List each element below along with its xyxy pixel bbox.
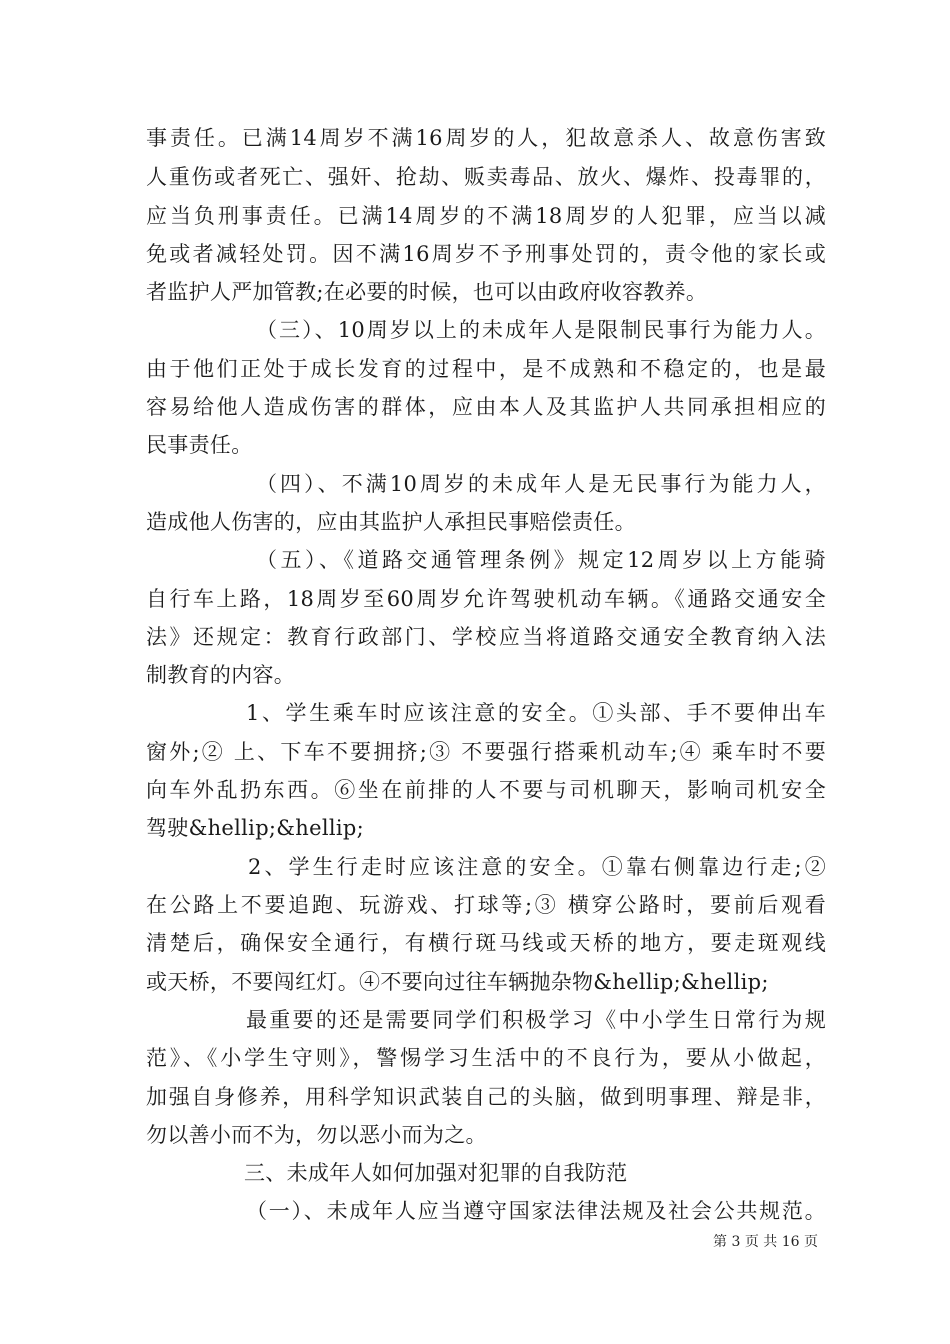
paragraph-heading-4: （四）、不满10周岁的未成年人是无民事行为能力人， xyxy=(256,472,826,496)
page-number: 第 3 页 共 16 页 xyxy=(713,1234,818,1250)
list-item-1: 1、学生乘车时应该注意的安全。①头部、手不要伸出车 xyxy=(246,701,826,725)
body-text-line: 驾驶&hellip;&hellip; xyxy=(146,816,365,840)
body-text-line: 免或者减轻处罚。因不满16周岁不予刑事处罚的，责令他的家长或 xyxy=(146,242,826,266)
paragraph-line: 最重要的还是需要同学们积极学习《中小学生日常行为规 xyxy=(246,1008,826,1032)
body-text-line: 勿以善小而不为，勿以恶小而为之。 xyxy=(146,1123,487,1147)
body-text-line: 人重伤或者死亡、强奸、抢劫、贩卖毒品、放火、爆炸、投毒罪的， xyxy=(146,165,826,189)
body-text-line: 窗外;② 上、下车不要拥挤;③ 不要强行搭乘机动车;④ 乘车时不要 xyxy=(146,740,826,764)
list-item-2: 2、学生行走时应该注意的安全。①靠右侧靠边行走;② xyxy=(248,855,826,879)
body-text-line: 加强自身修养，用科学知识武装自己的头脑，做到明事理、辩是非， xyxy=(146,1085,826,1109)
body-text-line: 在公路上不要追跑、玩游戏、打球等;③ 横穿公路时，要前后观看 xyxy=(146,893,826,917)
body-text-line: 向车外乱扔东西。⑥坐在前排的人不要与司机聊天，影响司机安全 xyxy=(146,778,826,802)
section-heading: 三、未成年人如何加强对犯罪的自我防范 xyxy=(244,1161,628,1185)
body-text-line: 自行车上路，18周岁至60周岁允许驾驶机动车辆。《通路交通安全 xyxy=(146,587,826,611)
body-text-line: 范》、《小学生守则》，警惕学习生活中的不良行为，要从小做起， xyxy=(146,1046,826,1070)
paragraph-heading-3: （三）、10周岁以上的未成年人是限制民事行为能力人。 xyxy=(256,318,826,342)
paragraph-heading-5: （五）、《道路交通管理条例》规定12周岁以上方能骑 xyxy=(256,548,826,572)
body-text-line: 者监护人严加管教;在必要的时候，也可以由政府收容教养。 xyxy=(146,280,708,304)
body-text-line: 或天桥，不要闯红灯。④不要向过往车辆抛杂物&hellip;&hellip; xyxy=(146,970,769,994)
body-text-line: 事责任。已满14周岁不满16周岁的人，犯故意杀人、故意伤害致 xyxy=(146,126,826,150)
body-text-line: 民事责任。 xyxy=(146,433,253,457)
body-text-line: 应当负刑事责任。已满14周岁的不满18周岁的人犯罪，应当以减 xyxy=(146,204,826,228)
body-text-line: 容易给他人造成伤害的群体，应由本人及其监护人共同承担相应的 xyxy=(146,395,826,419)
body-text-line: 造成他人伤害的，应由其监护人承担民事赔偿责任。 xyxy=(146,510,636,534)
body-text-line: 法》还规定：教育行政部门、学校应当将道路交通安全教育纳入法 xyxy=(146,625,826,649)
body-text-line: 由于他们正处于成长发育的过程中，是不成熟和不稳定的，也是最 xyxy=(146,357,826,381)
paragraph-heading-1: （一）、未成年人应当遵守国家法律法规及社会公共规范。 xyxy=(246,1199,826,1223)
body-text-line: 制教育的内容。 xyxy=(146,663,296,687)
body-text-line: 清楚后，确保安全通行，有横行斑马线或天桥的地方，要走斑观线 xyxy=(146,931,826,955)
